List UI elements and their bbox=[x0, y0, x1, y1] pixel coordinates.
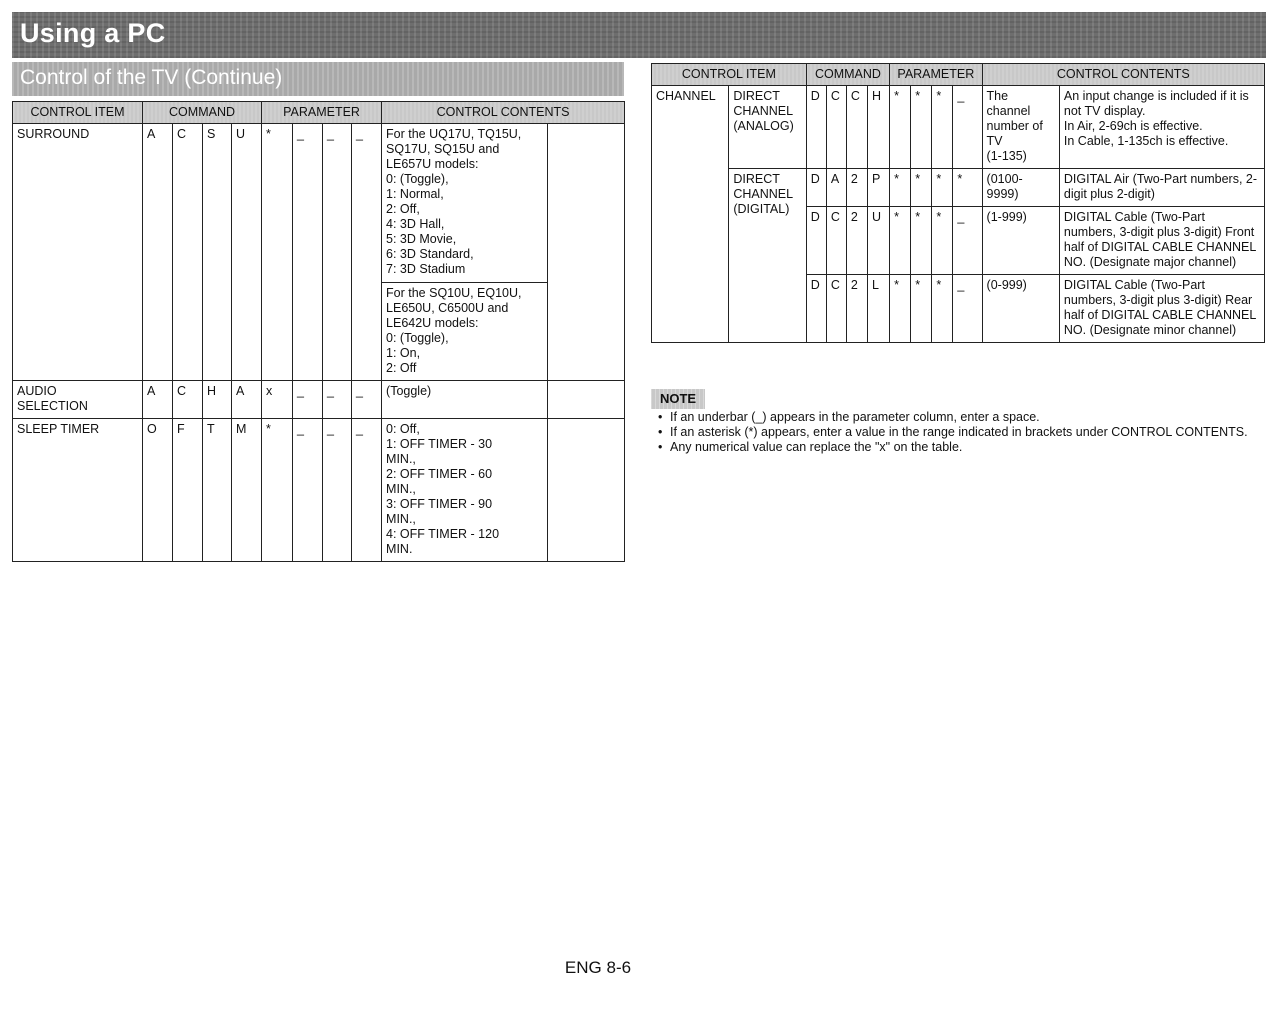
page-header-banner bbox=[12, 12, 1266, 58]
col-header-parameter: PARAMETER bbox=[262, 102, 382, 124]
parameter-char: * bbox=[911, 86, 932, 169]
command-char: O bbox=[143, 419, 173, 562]
parameter-char: * bbox=[911, 275, 932, 343]
command-char: A bbox=[232, 381, 262, 419]
command-char: C bbox=[826, 275, 846, 343]
empty-cell bbox=[548, 124, 625, 381]
table-row-sleep-timer bbox=[13, 419, 625, 562]
col-header-control-item: CONTROL ITEM bbox=[13, 102, 143, 124]
parameter-char: * bbox=[953, 169, 982, 207]
range-cell: (0100- 9999) bbox=[982, 169, 1059, 207]
note-item: • If an asterisk (*) appears, enter a value in the range indicated in brackets under CONTROL CONTENTS. bbox=[656, 425, 1256, 440]
table-row-channel-digital-air bbox=[652, 169, 1265, 207]
control-subitem-cell: DIRECT CHANNEL (DIGITAL) bbox=[729, 169, 806, 343]
command-char: C bbox=[173, 381, 203, 419]
command-char: 2 bbox=[846, 169, 867, 207]
col-header-command: COMMAND bbox=[143, 102, 262, 124]
parameter-char: * bbox=[911, 207, 932, 275]
note-label: NOTE bbox=[651, 389, 705, 409]
command-char: C bbox=[826, 86, 846, 169]
parameter-char: * bbox=[262, 419, 293, 562]
parameter-char: _ bbox=[323, 381, 352, 419]
table-row-audio-selection bbox=[13, 381, 625, 419]
command-char: A bbox=[826, 169, 846, 207]
table-row-channel-analog bbox=[652, 86, 1265, 169]
parameter-char: * bbox=[911, 169, 932, 207]
command-char: 2 bbox=[846, 275, 867, 343]
control-item-cell: AUDIO SELECTION bbox=[13, 381, 143, 419]
section-title: Control of the TV (Continue) bbox=[20, 66, 283, 89]
parameter-char: _ bbox=[323, 419, 352, 562]
col-header-control-item: CONTROL ITEM bbox=[652, 64, 807, 86]
parameter-char: _ bbox=[953, 207, 982, 275]
control-item-cell: CHANNEL bbox=[652, 86, 729, 343]
control-contents-cell: For the UQ17U, TQ15U, SQ17U, SQ15U and LE657U models: 0: (Toggle), 1: Normal, 2: Off, 4: 3D Hall, 5: 3D Movie, 6: 3D Standard, 7: 3D Stadium bbox=[382, 124, 548, 283]
parameter-char: * bbox=[932, 207, 953, 275]
range-cell: The channel number of TV (1-135) bbox=[982, 86, 1059, 169]
empty-cell bbox=[548, 381, 625, 419]
control-item-cell: SLEEP TIMER bbox=[13, 419, 143, 562]
control-contents-cell: DIGITAL Air (Two-Part numbers, 2-digit plus 2-digit) bbox=[1059, 169, 1264, 207]
control-contents-cell: For the SQ10U, EQ10U, LE650U, C6500U and LE642U models: 0: (Toggle), 1: On, 2: Off bbox=[382, 283, 548, 381]
parameter-char: _ bbox=[352, 381, 382, 419]
command-char: C bbox=[846, 86, 867, 169]
command-char: C bbox=[826, 207, 846, 275]
range-cell: (0-999) bbox=[982, 275, 1059, 343]
parameter-char: * bbox=[890, 207, 911, 275]
col-header-command: COMMAND bbox=[806, 64, 889, 86]
col-header-parameter: PARAMETER bbox=[890, 64, 982, 86]
note-list bbox=[656, 410, 1256, 455]
note-item: • If an underbar (_) appears in the parameter column, enter a space. bbox=[656, 410, 1256, 425]
control-contents-cell: (Toggle) bbox=[382, 381, 548, 419]
parameter-char: _ bbox=[293, 381, 323, 419]
command-char: D bbox=[806, 207, 826, 275]
parameter-char: _ bbox=[293, 124, 323, 381]
parameter-char: _ bbox=[953, 86, 982, 169]
page-title: Using a PC bbox=[20, 18, 166, 48]
control-contents-cell: 0: Off, 1: OFF TIMER - 30 MIN., 2: OFF TIMER - 60 MIN., 3: OFF TIMER - 90 MIN., 4: OFF TIMER - 120 MIN. bbox=[382, 419, 548, 562]
command-char: A bbox=[143, 124, 173, 381]
page-number: ENG 8-6 bbox=[564, 958, 632, 977]
parameter-char: * bbox=[890, 86, 911, 169]
control-subitem-cell: DIRECT CHANNEL (ANALOG) bbox=[729, 86, 806, 169]
parameter-char: _ bbox=[293, 419, 323, 562]
range-cell: (1-999) bbox=[982, 207, 1059, 275]
command-char: T bbox=[203, 419, 232, 562]
control-contents-cell: DIGITAL Cable (Two-Part numbers, 3-digit plus 3-digit) Rear half of DIGITAL CABLE CHANNEL NO. (Designate minor channel) bbox=[1059, 275, 1264, 343]
command-char: U bbox=[868, 207, 890, 275]
parameter-char: * bbox=[932, 275, 953, 343]
command-char: C bbox=[173, 124, 203, 381]
col-header-control-contents: CONTROL CONTENTS bbox=[982, 64, 1264, 86]
command-char: A bbox=[143, 381, 173, 419]
col-header-control-contents: CONTROL CONTENTS bbox=[382, 102, 625, 124]
control-table-left bbox=[12, 101, 625, 562]
command-char: H bbox=[868, 86, 890, 169]
parameter-char: * bbox=[890, 275, 911, 343]
note-item: • Any numerical value can replace the "x" on the table. bbox=[656, 440, 1256, 455]
command-char: H bbox=[203, 381, 232, 419]
control-contents-cell: An input change is included if it is not TV display. In Air, 2-69ch is effective. In Cable, 1-135ch is effective. bbox=[1059, 86, 1264, 169]
header-row bbox=[13, 102, 625, 124]
parameter-char: x bbox=[262, 381, 293, 419]
command-char: D bbox=[806, 169, 826, 207]
parameter-char: * bbox=[932, 169, 953, 207]
table-row-surround bbox=[13, 124, 625, 283]
parameter-char: * bbox=[890, 169, 911, 207]
empty-cell bbox=[548, 419, 625, 562]
command-char: U bbox=[232, 124, 262, 381]
parameter-char: _ bbox=[352, 124, 382, 381]
control-item-cell: SURROUND bbox=[13, 124, 143, 381]
parameter-char: * bbox=[262, 124, 293, 381]
command-char: F bbox=[173, 419, 203, 562]
header-row bbox=[652, 64, 1265, 86]
parameter-char: _ bbox=[323, 124, 352, 381]
parameter-char: * bbox=[932, 86, 953, 169]
control-contents-cell: DIGITAL Cable (Two-Part numbers, 3-digit plus 3-digit) Front half of DIGITAL CABLE CHANNEL NO. (Designate major channel) bbox=[1059, 207, 1264, 275]
section-header-banner bbox=[12, 62, 624, 96]
command-char: D bbox=[806, 275, 826, 343]
control-table-right bbox=[651, 63, 1265, 343]
command-char: P bbox=[868, 169, 890, 207]
parameter-char: _ bbox=[953, 275, 982, 343]
command-char: D bbox=[806, 86, 826, 169]
command-char: S bbox=[203, 124, 232, 381]
command-char: M bbox=[232, 419, 262, 562]
command-char: 2 bbox=[846, 207, 867, 275]
command-char: L bbox=[868, 275, 890, 343]
parameter-char: _ bbox=[352, 419, 382, 562]
